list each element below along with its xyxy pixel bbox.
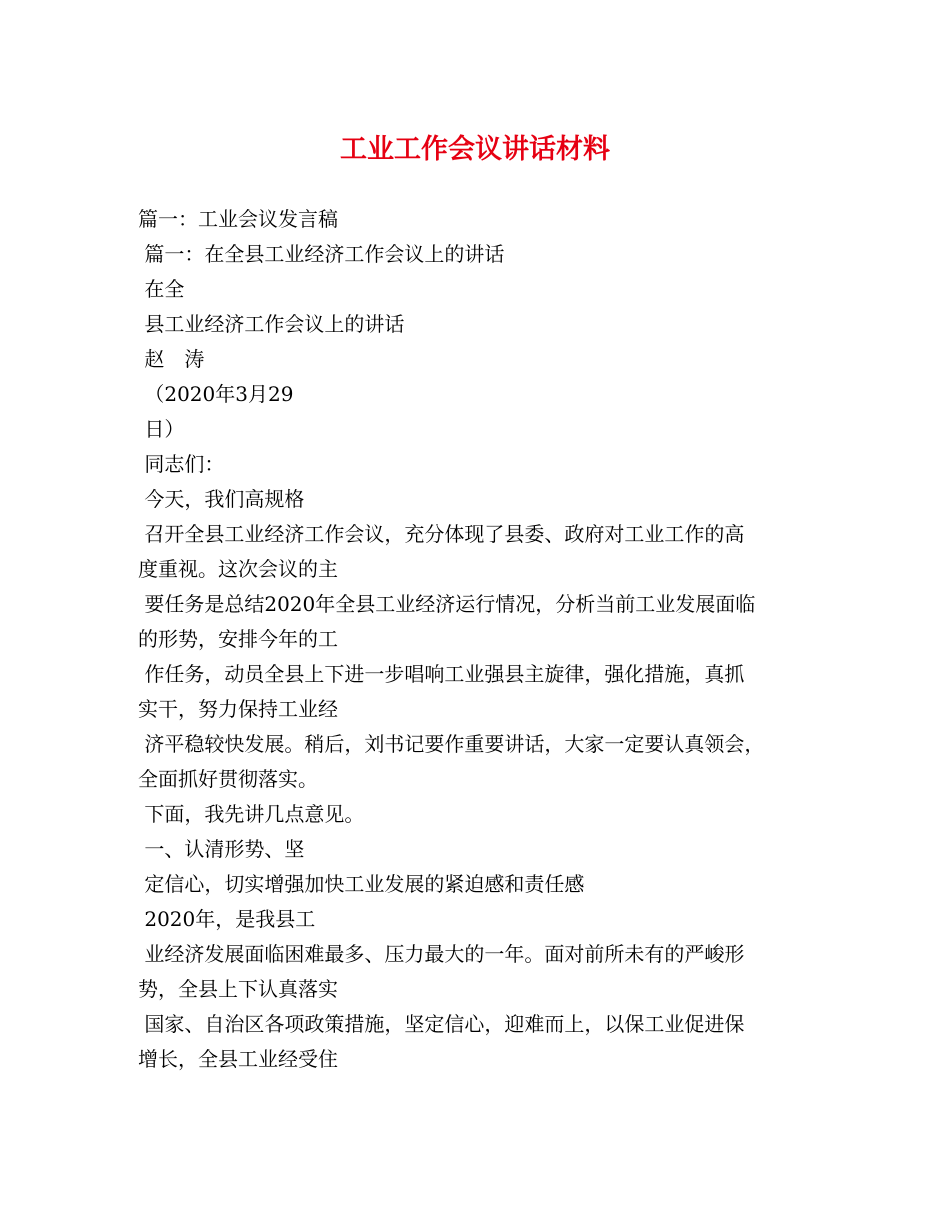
body-line: 要任务是总结2020年全县工业经济运行情况，分析当前工业发展面临 xyxy=(138,592,756,616)
body-line: 实干，努力保持工业经 xyxy=(138,697,338,721)
body-line: 同志们： xyxy=(138,452,225,476)
document-body xyxy=(138,202,828,1077)
body-line: 定信心，切实增强加快工业发展的紧迫感和责任感 xyxy=(138,872,585,896)
body-line: 在全 xyxy=(138,277,185,301)
body-line: 日） xyxy=(138,417,185,441)
body-line: 度重视。这次会议的主 xyxy=(138,557,338,581)
body-line: 今天，我们高规格 xyxy=(138,487,305,511)
body-line: 召开全县工业经济工作会议，充分体现了县委、政府对工业工作的高 xyxy=(138,522,745,546)
body-line: 国家、自治区各项政策措施，坚定信心，迎难而上，以保工业促进保 xyxy=(138,1012,745,1036)
body-line: 2020年，是我县工 xyxy=(138,907,316,931)
body-line: 业经济发展面临困难最多、压力最大的一年。面对前所未有的严峻形 xyxy=(138,942,745,966)
body-line: （2020年3月29 xyxy=(138,382,294,406)
body-line: 县工业经济工作会议上的讲话 xyxy=(138,312,405,336)
body-line: 篇一：工业会议发言稿 xyxy=(138,207,338,231)
body-line: 增长，全县工业经受住 xyxy=(138,1047,338,1071)
document-title: 工业工作会议讲话材料 xyxy=(340,134,610,165)
body-line: 势，全县上下认真落实 xyxy=(138,977,338,1001)
body-line: 赵 涛 xyxy=(138,347,205,371)
body-line: 一、认清形势、坚 xyxy=(138,837,305,861)
body-line: 的形势，安排今年的工 xyxy=(138,627,338,651)
body-line: 下面，我先讲几点意见。 xyxy=(138,802,365,826)
body-line: 作任务，动员全县上下进一步唱响工业强县主旋律，强化措施，真抓 xyxy=(138,662,745,686)
body-line: 篇一：在全县工业经济工作会议上的讲话 xyxy=(138,242,505,266)
body-line: 全面抓好贯彻落实。 xyxy=(138,767,318,791)
body-line: 济平稳较快发展。稍后，刘书记要作重要讲话，大家一定要认真领会， xyxy=(138,732,765,756)
